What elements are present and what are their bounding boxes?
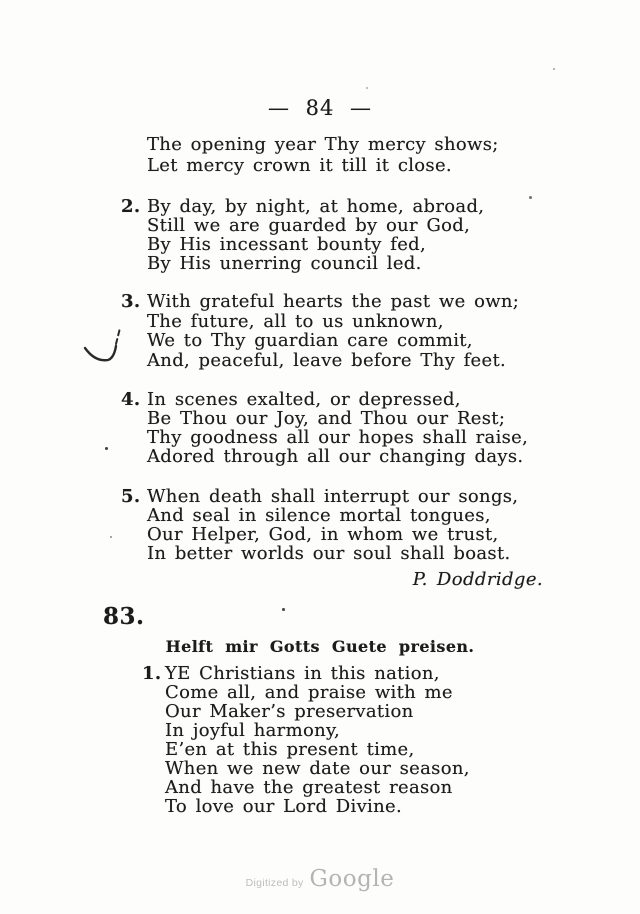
stanza-4	[121, 389, 529, 467]
digitization-watermark	[0, 866, 640, 892]
verse-line: The opening year Thy mercy shows;	[147, 134, 499, 155]
ink-speck	[105, 447, 108, 450]
handwritten-checkmark-icon	[78, 318, 126, 368]
ink-speck	[529, 196, 532, 199]
stanza-number: 5.	[121, 486, 141, 507]
hymn-number: 83.	[103, 603, 145, 630]
verse-line: In joyful harmony,	[165, 720, 341, 741]
verse-line: E’en at this present time,	[165, 739, 415, 760]
stanza-number: 1.	[142, 663, 162, 684]
verse-line: When we new date our season,	[165, 758, 470, 779]
ink-speck	[282, 608, 285, 611]
tune-title: Helft mir Gotts Guete preisen.	[165, 637, 475, 656]
author-attribution: P. Doddridge.	[412, 569, 543, 590]
verse-line: Let mercy crown it till it close.	[147, 155, 452, 176]
stanza-3	[121, 291, 520, 371]
verse-line: By His incessant bounty fed,	[147, 234, 426, 255]
verse-line: By day, by night, at home, abroad,	[147, 196, 485, 217]
verse-line: And, peaceful, leave before Thy feet.	[147, 349, 506, 371]
verse-line: And have the greatest reason	[165, 777, 453, 798]
stanza-1-hymn-83	[142, 663, 470, 817]
stanza-number: 2.	[121, 196, 141, 217]
stanza-5	[121, 486, 519, 564]
verse-line: And seal in silence mortal tongues,	[147, 505, 491, 526]
ink-speck	[366, 87, 368, 89]
stanza-continuation	[147, 134, 499, 176]
verse-line: When death shall interrupt our songs,	[147, 486, 519, 507]
verse-line: Adored through all our changing days.	[147, 446, 524, 467]
watermark-prefix: Digitized by	[245, 877, 304, 889]
verse-line: To love our Lord Divine.	[165, 796, 402, 817]
verse-line: Thy goodness all our hopes shall raise,	[147, 427, 529, 448]
google-logo: Google	[309, 866, 395, 892]
verse-line: Our Maker’s preservation	[165, 701, 414, 722]
ink-speck	[553, 68, 555, 70]
stanza-2	[121, 196, 485, 274]
verse-line: Our Helper, God, in whom we trust,	[147, 524, 499, 545]
verse-line: By His unerring council led.	[147, 253, 422, 274]
verse-line: YE Christians in this nation,	[165, 663, 440, 684]
verse-line: In scenes exalted, or depressed,	[147, 389, 461, 410]
verse-line: The future, all to us unknown,	[147, 310, 444, 332]
stanza-number: 4.	[121, 389, 141, 410]
verse-line: Still we are guarded by our God,	[147, 215, 471, 236]
stanza-number: 3.	[121, 291, 141, 312]
verse-line: Be Thou our Joy, and Thou our Rest;	[147, 408, 506, 429]
verse-line: We to Thy guardian care commit,	[147, 330, 473, 351]
page-number-heading: — 84 —	[267, 96, 373, 120]
verse-line: Come all, and praise with me	[165, 682, 453, 703]
ink-speck	[110, 536, 112, 538]
verse-line: With grateful hearts the past we own;	[147, 291, 520, 312]
verse-line: In better worlds our soul shall boast.	[147, 543, 511, 564]
